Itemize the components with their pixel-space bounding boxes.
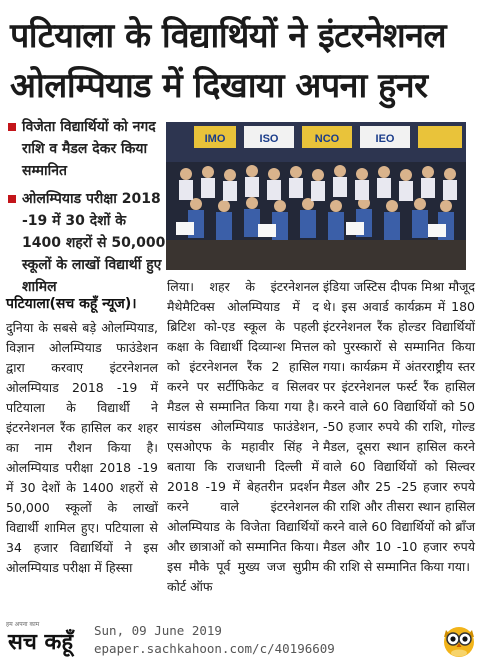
article-column-2: लिया। शहर के इंटरनेशनल मैथेमैटिक्स ओलम्पियाड में द ब्रिटिश को-एड स्कूल के पहली कक्षा के विद्यार्थी दिव्यान्श मित्तल को इंटरनेशनल रैंक 2 हासिल करने पर सर्टीफिकेट व सिलवर मैडल से सम्मानित किया गया है। सायंडस ओलम्पियाड फाउंडेशन, एसओएफ के महावीर सिंह ने बताया कि राजधानी दिल्ली में 2018 -19 में बेहतरीन प्रदर्शन करने वाले इंटरनेशनल ओलम्पियाड के विजेता विद्यार्थियों और छात्राओं को सम्मानित किया। इस मौके पूर्व मुख्य जज सुप्रीम कोर्ट ऑफ xyxy=(167,279,319,594)
photo-illustration xyxy=(166,122,466,270)
newspaper-logo: सच कहूँ xyxy=(8,630,74,655)
highlights-list xyxy=(6,116,166,304)
bullet-square-icon xyxy=(8,123,16,131)
logo-tagline: हम अपना काम xyxy=(6,621,40,628)
edition-date: Sun, 09 June 2019 xyxy=(94,623,222,638)
banner-label: IMO xyxy=(204,133,226,145)
highlight-text: ओलम्पियाड परीक्षा 2018 -19 में 30 देशों के 1400 शहरों से 50,000 स्कूलों के लाखों विद्यार्थी हुए शामिल xyxy=(22,191,166,295)
banner-label: NCO xyxy=(314,133,340,145)
highlight-text: विजेता विद्यार्थियों को नगद राशि व मैडल देकर किया सम्मानित xyxy=(22,119,156,179)
highlight-item xyxy=(6,188,166,298)
highlight-item xyxy=(6,116,166,182)
epaper-url[interactable]: epaper.sachkahoon.com/c/40196609 xyxy=(94,641,335,656)
owl-icon xyxy=(440,620,478,658)
award-ceremony-photo xyxy=(166,122,466,270)
article-dateline: पटियाला(सच कहूँ न्यूज)। xyxy=(6,296,137,312)
article-column-1: दुनिया के सबसे बड़े ओलम्पियाड, विज्ञान ओलम्पियाड फाउंडेशन द्वारा करवाए इंटरनेशनल ओलम्पियाड 2018 -19 में पटियाला के विद्यार्थी ने इंटरनेशनल रैंक हासिल कर शहर का नाम रौशन किया है। ओलम्पियाड परीक्षा 2018 -19 में 30 देशों के 1400 शहरों से 50,000 स्कूलों के लाखों विद्यार्थी शामिल हुए। पटियाला से 34 हजार विद्यार्थियों ने इस ओलम्पियाड परीक्षा में हिस्सा xyxy=(6,320,158,575)
banner-label: ISO xyxy=(259,133,279,145)
bullet-square-icon xyxy=(8,195,16,203)
banner-label: IEO xyxy=(375,133,395,145)
headline-line-2: ओलम्पियाड में दिखाया अपना हुनर xyxy=(10,66,428,106)
article-column-3: इंडिया जस्टिस दीपक मिश्रा मौजूद थे। इस अवार्ड कार्यक्रम में 180 इंटरनेशनल रैंक होल्डर विद्यार्थियों को पुरस्कारों से सम्मानित किया गया। कार्यक्रम में अंतरराष्ट्रीय स्तर पर इंटरनेशनल फर्स्ट रैंक हासिल करने वाले 60 विद्यार्थियों को 50 -50 हजार रुपये की राशि, गोल्ड मैडल, दूसरा स्थान हासिल करने वाले 60 विद्यार्थियों को सिल्वर मैडल और 25 -25 हजार रुपये की राशि और तीसरा स्थान हासिल करने वाले 60 विद्यार्थियों को ब्रॉंज मैडल और 10 -10 हजार रुपये की राशि से सम्मानित किया गया। xyxy=(323,279,475,574)
headline-line-1: पटियाला के विद्यार्थियों ने इंटरनेशनल xyxy=(10,16,447,56)
